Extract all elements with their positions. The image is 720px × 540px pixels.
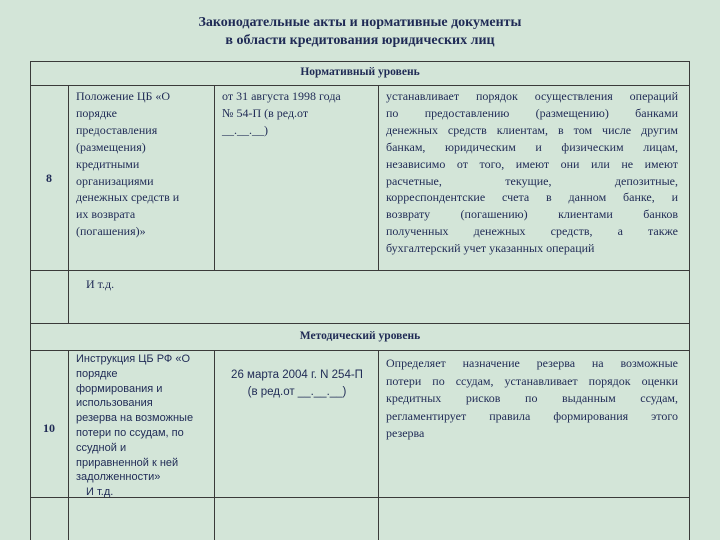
- text-line: устанавливает порядок осуществления операций: [386, 89, 678, 103]
- text-line: Инструкция ЦБ РФ «О: [76, 353, 191, 365]
- text-line: 26 марта 2004 г. N 254-П: [231, 369, 363, 381]
- text-line: независимо от того, имеют они или не имеют: [386, 156, 678, 171]
- text-line: ссудной и: [76, 441, 127, 454]
- grid-line: [30, 350, 690, 351]
- section-methodical: Методический уровень: [299, 330, 421, 342]
- text-line: (размещения): [76, 139, 146, 154]
- grid-line: [214, 350, 215, 540]
- text-line: кредитными: [76, 156, 140, 171]
- text-line: денежных средств клиентам, в том числе другим: [386, 122, 678, 137]
- row-number-8: 8: [46, 171, 52, 185]
- text-line: потери по ссудам, устанавливает порядок оценки: [386, 373, 678, 388]
- text-line: резерва на возможные: [76, 412, 194, 425]
- section-normative: Нормативный уровень: [300, 66, 420, 78]
- text-line: (погашения)»: [76, 224, 146, 239]
- text-line: возврату (погашению) клиентами банков: [386, 207, 678, 222]
- text-line: бухгалтерский учет указанных операций: [386, 241, 595, 256]
- etc-row-text: И т.д.: [86, 277, 115, 291]
- text-line: их возврата: [76, 207, 136, 222]
- text-line: потери по ссудам, по: [76, 426, 184, 439]
- text-line: использования: [76, 397, 153, 410]
- row8-description: [386, 88, 678, 257]
- text-line: резерва: [386, 426, 425, 440]
- text-line: __.__.__): [222, 122, 268, 137]
- text-line: порядке: [76, 367, 118, 380]
- text-line: Положение ЦБ «О: [76, 89, 171, 103]
- grid-line: [68, 85, 69, 323]
- text-line: № 54-П (в ред.от: [222, 105, 309, 120]
- row8-document: [76, 88, 212, 240]
- text-line: кредитных рисков по выданным ссудам,: [386, 391, 678, 405]
- title-line-1: Законодательные акты и нормативные документы: [198, 15, 522, 30]
- text-line: от 31 августа 1998 года: [222, 89, 341, 103]
- grid-line: [378, 85, 379, 270]
- row10-document: [76, 352, 212, 500]
- grid-line: [30, 61, 31, 540]
- grid-line: [689, 61, 690, 540]
- title-line-2: в области кредитования юридических лиц: [225, 33, 495, 48]
- text-line: денежных средств и: [76, 190, 180, 205]
- text-line: полученных денежных средств, а также: [386, 224, 678, 239]
- row-number-10: 10: [43, 421, 55, 435]
- text-line: Определяет назначение резерва на возможные: [386, 356, 678, 370]
- text-line: по предоставлению (размещению) банками: [386, 105, 678, 120]
- text-line: регламентирует правила формирования этого: [386, 408, 678, 423]
- text-line: расчетные, текущие, депозитные,: [386, 173, 678, 188]
- grid-line: [30, 323, 690, 324]
- text-line: приравненной к ней: [76, 456, 179, 469]
- text-line: (в ред.от __.__.__): [247, 386, 347, 398]
- text-line: организациями: [76, 173, 154, 188]
- text-line: задолженности»: [76, 471, 161, 484]
- grid-line: [68, 350, 69, 540]
- row10-date: [216, 367, 378, 401]
- text-line: банкам, юридическим и физическим лицам,: [386, 139, 678, 154]
- grid-line: [378, 350, 379, 540]
- row8-date: [222, 88, 376, 139]
- text-line: И т.д.: [86, 486, 114, 499]
- text-line: предоставления: [76, 122, 158, 137]
- row10-description: [386, 355, 678, 443]
- grid-line: [30, 85, 690, 86]
- grid-line: [30, 270, 690, 271]
- text-line: корреспондентские счета в данном банке, и: [386, 190, 678, 205]
- text-line: порядке: [76, 105, 117, 120]
- grid-line: [214, 85, 215, 270]
- text-line: формирования и: [76, 382, 163, 395]
- grid-line: [30, 61, 690, 62]
